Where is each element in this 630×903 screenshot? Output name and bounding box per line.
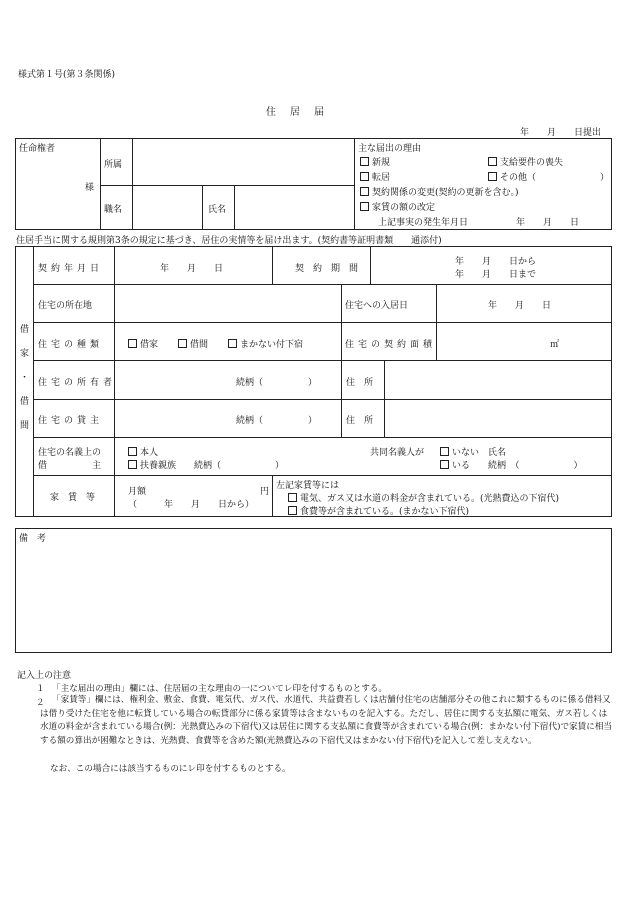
lender-address-label: 住 所 [346, 416, 374, 426]
statement: 住居手当に関する規則第3条の規定に基づき、居住の実情等を届け出ます。(契約書等証明書類 通添付) [16, 236, 442, 246]
period-from[interactable]: 年 月 日から [455, 257, 537, 267]
reason-new[interactable]: 新規 [360, 155, 390, 168]
kind-option-room[interactable]: 借間 [178, 337, 208, 350]
reason-other-close: ） [600, 173, 610, 183]
nominee-label-2: 借 主 [38, 461, 102, 471]
rent-label: 家賃等 [50, 493, 105, 503]
kind-option-house[interactable]: 借家 [128, 337, 158, 350]
location-label: 住宅の所在地 [38, 301, 93, 311]
contract-date-value[interactable]: 年 月 日 [160, 264, 224, 274]
checkbox-icon [360, 187, 369, 196]
monthly-date[interactable]: （ 年 月 日から） [128, 500, 255, 510]
affiliation-field[interactable] [135, 152, 351, 182]
position-label: 職名 [104, 205, 123, 215]
name-label: 氏名 [208, 205, 227, 215]
kind-label: 住宅の種類 [38, 340, 104, 350]
affiliation-label: 所属 [104, 160, 123, 170]
period-to[interactable]: 年 月 日まで [455, 270, 537, 280]
position-field[interactable] [135, 189, 199, 227]
nominee-self[interactable]: 本人 [128, 445, 158, 458]
contract-date-label: 契約年月日 [38, 264, 104, 274]
checkbox-icon [128, 460, 137, 469]
side-label-char: 借 [20, 325, 30, 335]
co-nominee-label: 共同名義人が [370, 448, 425, 458]
form-number: 様式第１号(第３条関係) [18, 70, 116, 80]
side-label-char: ・ [20, 373, 30, 383]
appointer-label: 任命権者 [19, 144, 56, 154]
reason-loss[interactable]: 支給要件の喪失 [488, 155, 563, 168]
note-1: 「主な届出の理由」欄には、住居届の主な理由の一についてレ印を付するものとする。 [52, 684, 387, 694]
checkbox-icon [178, 339, 187, 348]
rent-note-heading: 左記家賃等には [276, 481, 340, 491]
note-3: なお、この場合には該当するものにレ印を付するものとする。 [50, 764, 291, 774]
rent-note-meals[interactable]: 食費等が含まれている。(まかない下宿代) [288, 504, 469, 517]
name-field[interactable] [237, 189, 351, 227]
checkbox-icon [440, 447, 449, 456]
location-field[interactable] [117, 287, 338, 319]
note-2: 「家賃等」欄には、権利金、敷金、食費、電気代、ガス代、水道代、共益費若しくは店舗付住宅の店舗部分その他これに類するものに係る借料又は借り受けた住宅を他に転貸している場合の転貸部分に係る家賃等は含まないものを記入する。ただし、居住に関する支払額に電気、ガス若しくは水道の料金が含まれている場合(例：光熱費込みの下宿代)又は居住に関する支払額に食費等が含まれている場合(例：まかない付下宿代)で家賃に相当する額の算出が困難なときは、光熱費、食費等を含めた額(光熱費込みの下宿代又はまかない付下宿代)を記入して差し支えない。 [40, 695, 613, 746]
note-1-number: １ [36, 684, 45, 694]
reasons-heading: 主な届出の理由 [358, 144, 422, 154]
checkbox-icon [360, 157, 369, 166]
monthly-label: 月額 [128, 487, 147, 497]
side-label-char: 家 [20, 349, 30, 359]
checkbox-icon [360, 172, 369, 181]
lender-address-field[interactable] [387, 402, 609, 434]
nominee-dependent[interactable]: 扶養親族 続柄（ ） [128, 458, 284, 471]
area-label: 住宅の契約面積 [345, 340, 437, 350]
occurrence-label: 上記事実の発生年月日 [378, 218, 469, 228]
reason-contract-change[interactable]: 契約関係の変更(契約の更新を含む。) [360, 185, 519, 198]
reason-rent-revision[interactable]: 家賃の額の改定 [360, 200, 435, 213]
remarks-label: 備 考 [19, 534, 47, 544]
occurrence-date[interactable]: 年 月 日 [516, 218, 580, 228]
checkbox-icon [360, 202, 369, 211]
owner-relation[interactable]: 続柄（ ） [236, 378, 318, 388]
side-label-char: 間 [20, 421, 30, 431]
owner-address-field[interactable] [387, 363, 609, 396]
lender-label: 住宅の貸主 [38, 416, 104, 426]
remarks-box[interactable] [15, 528, 612, 653]
lender-relation[interactable]: 続柄（ ） [236, 416, 318, 426]
checkbox-icon [288, 493, 297, 502]
side-label-char: 借 [20, 397, 30, 407]
co-nominee-exists[interactable]: いる 続柄 （ ） [440, 458, 583, 471]
contract-period-label: 契 約 期 間 [295, 264, 359, 274]
note-2-number: ２ [36, 698, 45, 708]
owner-address-label: 住 所 [346, 378, 374, 388]
submission-date: 年 月 日提出 [520, 128, 602, 138]
checkbox-icon [440, 460, 449, 469]
reason-other[interactable]: その他（ [488, 170, 536, 183]
checkbox-icon [288, 506, 297, 515]
checkbox-icon [228, 339, 237, 348]
nominee-label-1: 住宅の名義上の [38, 448, 102, 458]
movein-label: 住宅への入居日 [345, 301, 409, 311]
form-title: 住 居 届 [266, 107, 326, 118]
rent-note-utilities[interactable]: 電気、ガス又は水道の料金が含まれている。(光熱費込の下宿代) [288, 491, 559, 504]
kind-option-boarding[interactable]: まかない付下宿 [228, 337, 303, 350]
checkbox-icon [128, 339, 137, 348]
movein-date[interactable]: 年 月 日 [488, 301, 552, 311]
co-nominee-none[interactable]: いない 氏名 [440, 445, 506, 458]
checkbox-icon [488, 172, 497, 181]
checkbox-icon [488, 157, 497, 166]
reason-move[interactable]: 転居 [360, 170, 390, 183]
yen-label: 円 [260, 487, 270, 497]
notes-heading: 記入上の注意 [17, 671, 72, 681]
area-unit: ㎡ [550, 340, 560, 350]
sama-label: 様 [85, 183, 95, 193]
checkbox-icon [128, 447, 137, 456]
owner-label: 住宅の所有者 [38, 378, 117, 388]
